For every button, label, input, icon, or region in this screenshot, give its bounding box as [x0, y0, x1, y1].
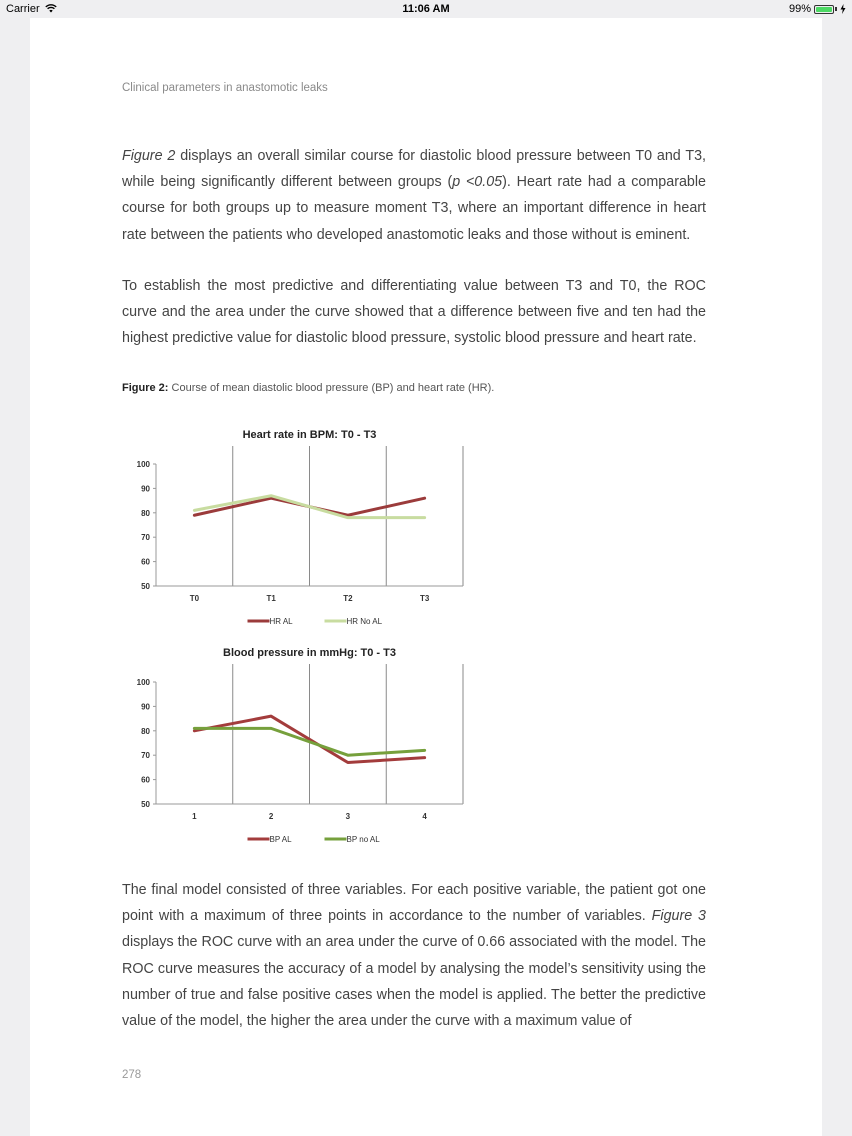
page-number: 278: [122, 1069, 142, 1081]
figure-2-reference: Figure 2: [122, 148, 176, 164]
blood-pressure-chart: [118, 640, 478, 842]
paragraph-2: To establish the most predictive and differentiating value between T3 and T0, the ROC curve and the area under the curve showed that a difference between five and ten had the highest predictive value for diastolic blood pressure, systolic blood pressure and heart rate.: [122, 278, 706, 347]
paragraph-1: [122, 143, 706, 248]
legend-label: BP AL: [269, 835, 292, 842]
y-tick-label: 100: [136, 678, 150, 687]
charging-bolt-icon: [840, 4, 846, 14]
y-tick-label: 60: [141, 775, 150, 785]
x-tick-label: 2: [268, 812, 274, 821]
chart-title: Blood pressure in mmHg: T0 - T3: [223, 647, 396, 659]
caption-label: Figure 2:: [122, 382, 169, 394]
battery-percent: 99%: [788, 3, 811, 15]
x-tick-label: T2: [343, 594, 353, 603]
y-tick-label: 50: [141, 582, 150, 591]
battery-icon: [814, 5, 834, 14]
x-tick-label: T1: [266, 594, 276, 603]
legend-label: HR AL: [269, 617, 293, 624]
battery-indicator: [789, 3, 846, 15]
clock: 11:06 AM: [402, 3, 450, 15]
carrier-text: Carrier: [6, 3, 40, 15]
y-tick-label: 60: [141, 557, 150, 567]
figure-3-reference: Figure 3: [651, 908, 707, 925]
running-head: Clinical parameters in anastomotic leaks: [122, 82, 328, 94]
y-tick-label: 90: [141, 702, 150, 712]
status-bar: [0, 0, 852, 18]
figure-caption: [122, 382, 494, 394]
y-tick-label: 90: [141, 484, 150, 494]
paragraph-3: [122, 877, 706, 1034]
document-page[interactable]: [30, 18, 822, 1136]
y-tick-label: 70: [141, 533, 150, 543]
x-tick-label: 1: [192, 812, 197, 821]
legend-label: BP no AL: [346, 835, 380, 842]
paragraph-3-text-a: The final model consisted of three variables. For each positive variable, the patient got one point with a maximum of three points in accordance to the number of variables.: [122, 882, 706, 925]
x-tick-label: 4: [422, 812, 427, 821]
p-value: p <0.05: [452, 174, 503, 191]
paragraph-1-text-a: displays an overall similar course for diastolic blood pressure between T0 and T3, while being significantly different between groups (: [122, 148, 706, 191]
y-tick-label: 80: [141, 508, 150, 518]
paragraph-3-text-b: displays the ROC curve with an area under the curve of 0.66 associated with the model. The ROC curve measures the accuracy of a model by analysing the model’s sensitivity using the number of true and false positive cases when the model is applied. The better the predictive value of the model, the higher the area under the curve with a maximum value of: [122, 934, 706, 1030]
x-tick-label: T3: [419, 594, 430, 603]
paragraph-1-text-b: ). Heart rate had a comparable course for both groups up to measure moment T3, where an important difference in heart rate between the patients who developed anastomotic leaks and those without is eminent.: [122, 174, 706, 243]
x-tick-label: T0: [189, 594, 200, 603]
y-tick-label: 50: [141, 800, 150, 809]
chart-title: Heart rate in BPM: T0 - T3: [242, 429, 377, 441]
x-tick-label: 3: [345, 812, 351, 821]
caption-text: Course of mean diastolic blood pressure (BP) and heart rate (HR).: [168, 382, 495, 394]
y-tick-label: 80: [141, 726, 150, 736]
heart-rate-chart: [118, 422, 478, 624]
legend-label: HR No AL: [346, 617, 383, 624]
y-tick-label: 70: [141, 751, 150, 761]
y-tick-label: 100: [136, 460, 150, 469]
